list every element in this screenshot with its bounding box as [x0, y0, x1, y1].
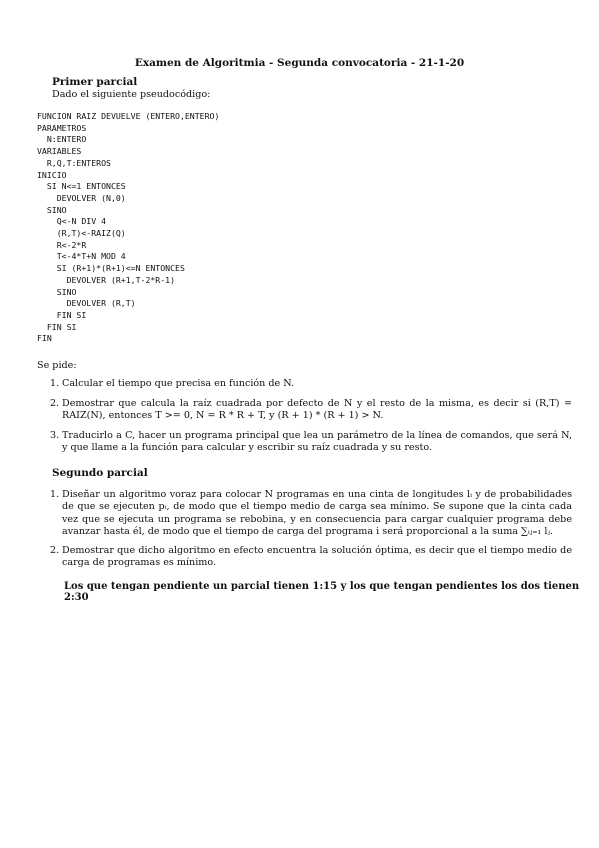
part2-heading: Segundo parcial [52, 467, 148, 479]
item-text: Diseñar un algoritmo voraz para colocar N programas en una cinta de longitudes lᵢ y de probabilidades de que se ejecuten pᵢ, de modo que el tiempo medio de carga sea mínimo. Se supone que la cinta cada vez que se ejecuta un programa se rebobina, y en consecuencia para cargar cualquier programa debe avanzar hasta él, de modo que el tiempo de carga del programa i será proporcional a la suma ∑ᵢⱼ₌₁ lⱼ. [62, 489, 572, 538]
item-number: 1. [50, 378, 60, 389]
item-text: Calcular el tiempo que precisa en función de N. [62, 378, 295, 389]
item-text: Traducirlo a C, hacer un programa principal que lea un parámetro de la línea de comandos, que será N, y que llame a la función para calcular y escribir su raíz cuadrada y su resto. [62, 430, 572, 454]
item-number: 2. [50, 398, 60, 409]
item-text: Demostrar que dicho algoritmo en efecto encuentra la solución óptima, es decir que el tiempo medio de carga de programas es mínimo. [62, 545, 572, 569]
part1-heading: Primer parcial [52, 76, 138, 88]
part1-item-2 [50, 398, 572, 424]
item-number: 2. [50, 545, 60, 556]
exam-title: Examen de Algoritmia - Segunda convocatoria - 21-1-20 [134, 57, 465, 69]
part2-item-2 [50, 545, 572, 571]
se-pide-label: Se pide: [37, 360, 77, 371]
part2-item-1 [50, 489, 572, 541]
item-number: 3. [50, 430, 60, 441]
item-number: 1. [50, 489, 60, 500]
time-note: Los que tengan pendiente un parcial tienen 1:15 y los que tengan pendientes los dos tienen 2:30 [64, 581, 580, 603]
part1-intro: Dado el siguiente pseudocódigo: [52, 89, 211, 100]
item-text: Demostrar que calcula la raíz cuadrada por defecto de N y el resto de la misma, es decir si (R,T) = RAIZ(N), entonces T >= 0, N = R * R + T, y (R + 1) * (R + 1) > N. [62, 398, 572, 422]
part1-item-3 [50, 430, 572, 456]
part1-item-1 [50, 378, 572, 392]
pseudocode-block: FUNCION RAIZ DEVUELVE (ENTERO,ENTERO) PARAMETROS N:ENTERO VARIABLES R,Q,T:ENTEROS INICIO SI N<=1 ENTONCES DEVOLVER (N,0) SINO Q<-N DIV 4 (R,T)<-RAIZ(Q) R<-2*R T<-4*T+N MOD 4 SI (R+1)*(R+1)<=N ENTONCES DEVOLVER (R+1,T-2*R-1) SINO DEVOLVER (R,T) FIN SI FIN SI FIN [37, 111, 220, 344]
